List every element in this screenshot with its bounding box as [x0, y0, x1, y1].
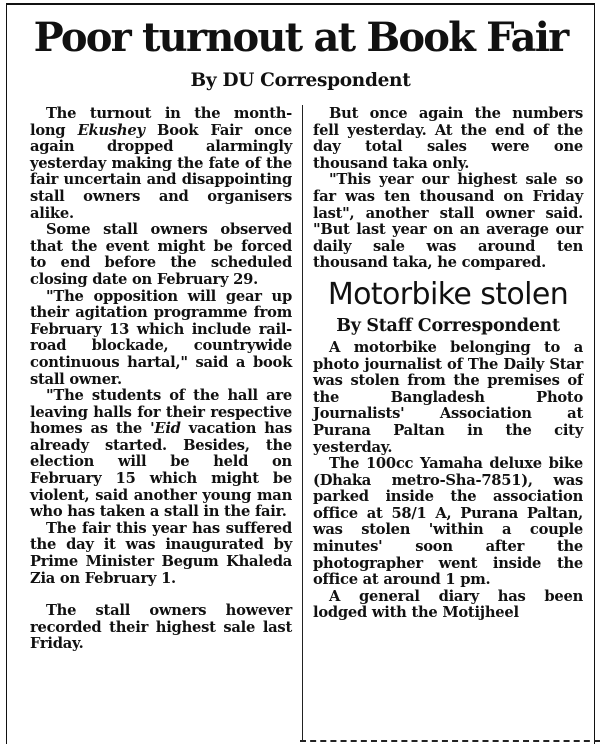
column-divider: [302, 105, 303, 740]
article-paragraph: But once again the numbers fell yesterday. At the end of the day total sales were one thousand taka only.: [313, 105, 583, 172]
article-paragraph: The fair this year has suffered the day it was inaugurated by Prime Minister Begum Khaleda Zia on February 1.: [30, 519, 292, 587]
sub-article-paragraph: A motorbike belonging to a photo journalist of The Daily Star was stolen from the premises of the Bangladesh Photo Journalists' Association at Purana Paltan in the city yesterday.: [313, 338, 583, 456]
sub-article-paragraph: The 100cc Yamaha deluxe bike (Dhaka metro-Sha-7851), was parked inside the association office at 58/1 A, Purana Paltan, was stolen 'within a couple minutes' soon after the photographer went inside the office at around 1 pm.: [313, 455, 583, 589]
article-paragraph: "The opposition will gear up their agitation programme from February 13 which include rail-road blockade, countrywide continuous hartal," said a book stall owner.: [30, 287, 292, 388]
sub-article-headline: Motorbike stolen: [327, 276, 569, 312]
article-paragraph: "This year our highest sale so far was ten thousand on Friday last", another stall owner said. "But last year on an average our daily sale was around ten thousand taka, he compared.: [313, 171, 583, 272]
left-border-rule: [6, 3, 7, 744]
sub-article-paragraph: A general diary has been lodged with the Motijheel: [313, 587, 583, 622]
bottom-dashed-rule: [300, 740, 600, 742]
sub-article-byline: By Staff Correspondent: [336, 315, 560, 336]
article-paragraph: Some stall owners observed that the event might be forced to end before the scheduled closing date on February 29.: [30, 221, 292, 288]
right-border-rule: [594, 3, 595, 744]
article-left-column: [30, 106, 292, 653]
article-paragraph: "The students of the hall are leaving halls for their respective homes as the 'Eid vacation has already started. Besides, the election will be held on February 15 which might be violent, said another young man who has taken a stall in the fair.: [30, 387, 293, 521]
article-paragraph: The turnout in the month-long Ekushey Book Fair once again dropped alarmingly yesterday making the fate of the fair uncertain and disappointing stall owners and organisers alike.: [30, 105, 292, 222]
top-border-rule: [6, 3, 595, 5]
article-right-column: [313, 106, 583, 622]
article-byline: By DU Correspondent: [190, 70, 411, 91]
article-paragraph: The stall owners however recorded their highest sale last Friday.: [30, 602, 292, 653]
article-headline: Poor turnout at Book Fair: [33, 14, 568, 61]
